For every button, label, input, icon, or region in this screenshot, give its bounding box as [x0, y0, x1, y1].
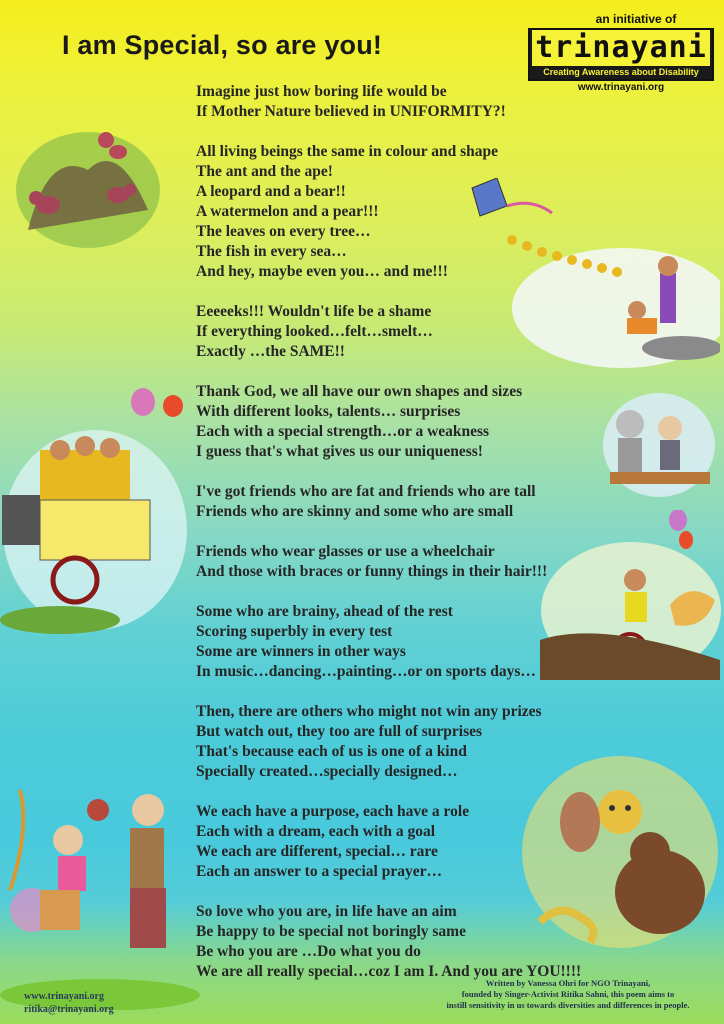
poem-line: Some are winners in other ways: [196, 643, 406, 660]
poem-line: Friends who wear glasses or use a wheelchair: [196, 543, 495, 560]
poem-stanza: [196, 542, 716, 582]
credits-line-1: Written by Vanessa Ohri for NGO Trinayani,: [485, 978, 651, 988]
poem-line: Each with a dream, each with a goal: [196, 823, 436, 840]
poem-line: If everything looked…felt…smelt…: [196, 323, 433, 340]
poem-line: I've got friends who are fat and friends who are tall: [196, 483, 536, 500]
poem-line: Each with a special strength…or a weakness: [196, 423, 490, 440]
poem-stanza: [196, 802, 716, 882]
poem-line: That's because each of us is one of a kind: [196, 743, 467, 760]
poem-line: So love who you are, in life have an aim: [196, 903, 457, 920]
poem-line: We are all really special…coz I am I. And you are YOU!!!!: [196, 963, 582, 980]
poem-line: Eeeeeks!!! Wouldn't life be a shame: [196, 303, 432, 320]
poem-line: Be happy to be special not boringly same: [196, 923, 466, 940]
logo-url[interactable]: www.trinayani.org: [577, 82, 665, 93]
credits-line-3: instill sensitivity in us towards diversities and differences in people.: [446, 1000, 690, 1010]
poem-line: Scoring superbly in every test: [196, 623, 393, 640]
poem-stanza: [196, 302, 716, 362]
boys-playing-illustration: [0, 770, 200, 1010]
poem-line: The fish in every sea…: [196, 243, 347, 260]
poem-stanza: [196, 702, 716, 782]
footer-contact: [24, 990, 114, 1016]
logo-brand-box: [528, 28, 714, 81]
poem-line: Each an answer to a special prayer…: [196, 863, 442, 880]
poem-line: The leaves on every tree…: [196, 223, 371, 240]
page-title: I am Special, so are you!: [62, 30, 383, 60]
poem-line: But watch out, they too are full of surprises: [196, 723, 483, 740]
footer-website-link[interactable]: www.trinayani.org: [24, 991, 104, 1002]
trinayani-logo[interactable]: [528, 12, 714, 93]
poem-stanza: [196, 142, 716, 282]
poem-stanza: [196, 82, 716, 122]
poem-line: Be who you are …Do what you do: [196, 943, 421, 960]
poem-line: Exactly …the SAME!!: [196, 343, 345, 360]
poem-line: In music…dancing…painting…or on sports days…: [196, 663, 536, 680]
poem-line: Some who are brainy, ahead of the rest: [196, 603, 453, 620]
credits-line-2: founded by Singer-Activist Ritika Sahni, this poem aims to: [461, 989, 675, 999]
logo-tagline: Creating Awareness about Disability: [543, 67, 699, 77]
poem-line: Specially created…specially designed…: [196, 763, 458, 780]
poem-line: Imagine just how boring life would be: [196, 83, 447, 100]
poem-stanza: [196, 902, 716, 982]
logo-brand-name: trinayani: [532, 30, 710, 66]
footer-email-link[interactable]: ritika@trinayani.org: [24, 1004, 114, 1015]
poem-line: Friends who are skinny and some who are small: [196, 503, 514, 520]
poem: [196, 82, 716, 1002]
parade-illustration: [0, 380, 190, 640]
poem-line: We each have a purpose, each have a role: [196, 803, 470, 820]
poem-line: A watermelon and a pear!!!: [196, 203, 379, 220]
poem-stanza: [196, 602, 716, 682]
poem-line: Then, there are others who might not win any prizes: [196, 703, 542, 720]
poem-stanza: [196, 482, 716, 522]
poem-line: If Mother Nature believed in UNIFORMITY?!: [196, 103, 506, 120]
poem-line: The ant and the ape!: [196, 163, 333, 180]
poem-stanza: [196, 382, 716, 462]
poem-line: All living beings the same in colour and shape: [196, 143, 499, 160]
poem-line: Thank God, we all have our own shapes and sizes: [196, 383, 523, 400]
logo-initiative-text: an initiative of: [595, 12, 677, 26]
poem-line: With different looks, talents… surprises: [196, 403, 461, 420]
poem-line: We each are different, special… rare: [196, 843, 438, 860]
poem-line: And hey, maybe even you… and me!!!: [196, 263, 448, 280]
ants-illustration: [8, 110, 168, 260]
poem-line: And those with braces or funny things in their hair!!!: [196, 563, 548, 580]
poem-line: A leopard and a bear!!: [196, 183, 346, 200]
poem-line: I guess that's what gives us our uniqueness!: [196, 443, 483, 460]
footer-credits: [420, 978, 716, 1011]
